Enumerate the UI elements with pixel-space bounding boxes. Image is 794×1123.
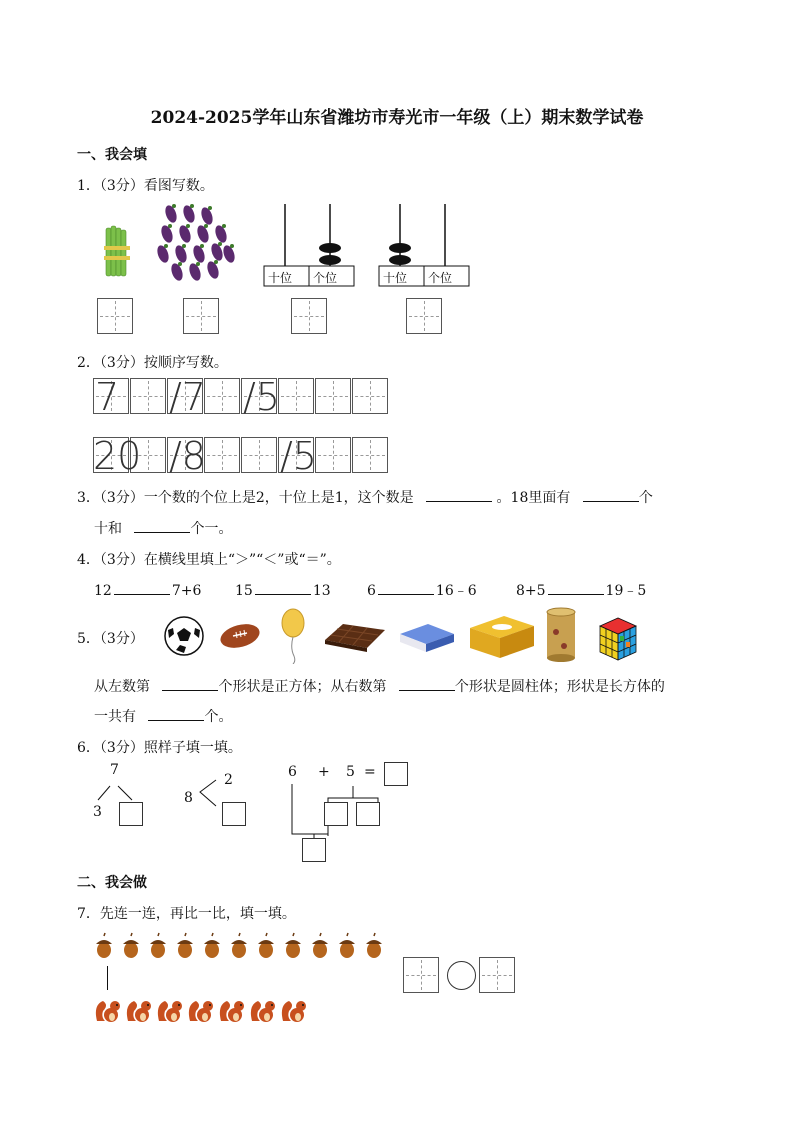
compare-item-1 bbox=[94, 580, 201, 599]
connecting-line bbox=[107, 966, 108, 990]
squirrel-count-grid[interactable] bbox=[479, 957, 515, 993]
tissue-box-icon bbox=[466, 612, 536, 660]
question-4-text: 4．（3分）在横线里填上“＞”“＜”或“＝”。 bbox=[77, 552, 341, 568]
answer-grid-4[interactable] bbox=[406, 298, 442, 334]
compare-1-right: 7+6 bbox=[171, 583, 202, 599]
question-5-label: 5．（3分） bbox=[77, 631, 144, 647]
chocolate-bar-icon bbox=[323, 620, 387, 654]
bond2-total: 8 bbox=[184, 790, 193, 806]
q3-blank-number[interactable] bbox=[426, 487, 492, 502]
page-title: 2024-2025学年山东省潍坊市寿光市一年级（上）期末数学试卷 bbox=[150, 108, 644, 128]
acorn-icon bbox=[363, 932, 385, 960]
q3-text-d: 十和 bbox=[94, 521, 122, 537]
cylinder-icon bbox=[544, 606, 578, 664]
compare-2-left: 15 bbox=[235, 583, 253, 599]
acorn-icon bbox=[228, 932, 250, 960]
compare-item-2 bbox=[235, 580, 331, 599]
q5-text-d: 一共有 bbox=[94, 709, 136, 725]
equation-equals: = bbox=[364, 764, 376, 780]
compare-4-left: 8+5 bbox=[516, 583, 546, 599]
acorn-icon bbox=[255, 932, 277, 960]
q5-blank-cylinder[interactable] bbox=[399, 676, 455, 691]
equation-plus: + bbox=[318, 764, 330, 780]
rugby-ball-icon bbox=[218, 620, 262, 652]
compare-3-left: 6 bbox=[367, 583, 376, 599]
squirrel-icon bbox=[124, 995, 154, 1025]
q5-text-b: 个形状是正方体；从右数第 bbox=[218, 679, 387, 695]
compare-3-blank[interactable] bbox=[378, 580, 434, 595]
squirrel-icon bbox=[248, 995, 278, 1025]
bond2-answer-box[interactable] bbox=[222, 802, 246, 826]
q3-text-a: 3．（3分）一个数的个位上是2，十位上是1，这个数是 bbox=[77, 490, 414, 506]
rubiks-cube-icon bbox=[596, 616, 638, 662]
bond1-part: 3 bbox=[93, 804, 102, 820]
acorn-icon bbox=[174, 932, 196, 960]
compare-1-blank[interactable] bbox=[114, 580, 170, 595]
squirrel-icon bbox=[155, 995, 185, 1025]
balloon-icon bbox=[278, 606, 308, 664]
q5-blank-cuboid-count[interactable] bbox=[148, 706, 204, 721]
compare-4-right: 19﹣5 bbox=[605, 583, 647, 599]
abacus-2-ones-label: 个位 bbox=[428, 271, 453, 285]
seq-row1-value-1: 7 bbox=[95, 375, 120, 419]
answer-grid-3[interactable] bbox=[291, 298, 327, 334]
book-icon bbox=[398, 622, 456, 654]
split-right-box[interactable] bbox=[356, 802, 380, 826]
q5-text-e: 个。 bbox=[204, 709, 233, 725]
seq-row2-value-1: 20 bbox=[93, 434, 142, 478]
split-sum-box[interactable] bbox=[302, 838, 326, 862]
eggplants-icon bbox=[155, 202, 245, 284]
question-5-line-1 bbox=[94, 676, 665, 696]
squirrel-row bbox=[93, 995, 333, 1025]
answer-grid-2[interactable] bbox=[183, 298, 219, 334]
bond2-part: 2 bbox=[224, 772, 233, 788]
question-6-text: 6．（3分）照样子填一填。 bbox=[77, 740, 242, 756]
compare-2-right: 13 bbox=[312, 583, 331, 599]
q5-blank-cube[interactable] bbox=[162, 676, 218, 691]
question-7-text: 7．先连一连，再比一比，填一填。 bbox=[77, 906, 296, 922]
question-1-figure bbox=[93, 200, 473, 340]
q3-blank-ones[interactable] bbox=[134, 518, 190, 533]
squirrel-icon bbox=[186, 995, 216, 1025]
acorn-icon bbox=[147, 932, 169, 960]
squirrel-icon bbox=[279, 995, 309, 1025]
equation-b: 5 bbox=[346, 764, 355, 780]
compare-3-right: 16﹣6 bbox=[435, 583, 477, 599]
q3-text-e: 个一。 bbox=[190, 521, 233, 537]
acorn-icon bbox=[93, 932, 115, 960]
abacus-1-ones-label: 个位 bbox=[313, 271, 338, 285]
question-3-line-2 bbox=[94, 518, 232, 538]
seq-row2-value-3: /5 bbox=[280, 434, 317, 478]
abacus-1-tens-label: 十位 bbox=[268, 271, 293, 285]
seq-row1-value-3: /5 bbox=[243, 375, 280, 419]
abacus-2-tens-label: 十位 bbox=[383, 271, 408, 285]
compare-2-blank[interactable] bbox=[255, 580, 311, 595]
section-heading-1: 一、我会填 bbox=[77, 147, 147, 163]
bond1-total: 7 bbox=[110, 762, 119, 778]
equation-answer-box[interactable] bbox=[384, 762, 408, 786]
q5-text-a: 从左数第 bbox=[94, 679, 150, 695]
soccer-ball-icon bbox=[162, 614, 206, 658]
acorn-icon bbox=[120, 932, 142, 960]
section-heading-2: 二、我会做 bbox=[77, 875, 147, 891]
number-bond-figure bbox=[88, 760, 413, 865]
seq-row2-value-2: /8 bbox=[169, 434, 206, 478]
split-left-box[interactable] bbox=[324, 802, 348, 826]
equation-a: 6 bbox=[288, 764, 297, 780]
compare-circle[interactable] bbox=[447, 961, 476, 990]
question-1-text: 1．（3分）看图写数。 bbox=[77, 178, 214, 194]
acorn-icon bbox=[282, 932, 304, 960]
answer-grid-1[interactable] bbox=[97, 298, 133, 334]
acorn-row bbox=[93, 932, 393, 962]
compare-4-blank[interactable] bbox=[548, 580, 604, 595]
acorn-icon bbox=[201, 932, 223, 960]
question-3-line-1 bbox=[77, 487, 653, 507]
squirrel-icon bbox=[93, 995, 123, 1025]
q3-text-c: 个 bbox=[638, 490, 653, 506]
acorn-icon bbox=[309, 932, 331, 960]
compare-item-3 bbox=[367, 580, 477, 600]
q5-text-c: 个形状是圆柱体；形状是长方体的 bbox=[454, 679, 665, 695]
q3-blank-tens[interactable] bbox=[583, 487, 639, 502]
seq-row1-value-2: /7 bbox=[169, 375, 206, 419]
celery-bundle-icon bbox=[98, 220, 138, 280]
squirrel-icon bbox=[217, 995, 247, 1025]
question-5-line-2 bbox=[94, 706, 232, 726]
bond1-answer-box[interactable] bbox=[119, 802, 143, 826]
acorn-icon bbox=[336, 932, 358, 960]
acorn-count-grid[interactable] bbox=[403, 957, 439, 993]
compare-item-4 bbox=[516, 580, 646, 600]
question-2-text: 2．（3分）按顺序写数。 bbox=[77, 355, 228, 371]
q3-text-b: 。18里面有 bbox=[496, 490, 571, 506]
compare-1-left: 12 bbox=[94, 583, 112, 599]
shapes-row bbox=[160, 606, 640, 666]
